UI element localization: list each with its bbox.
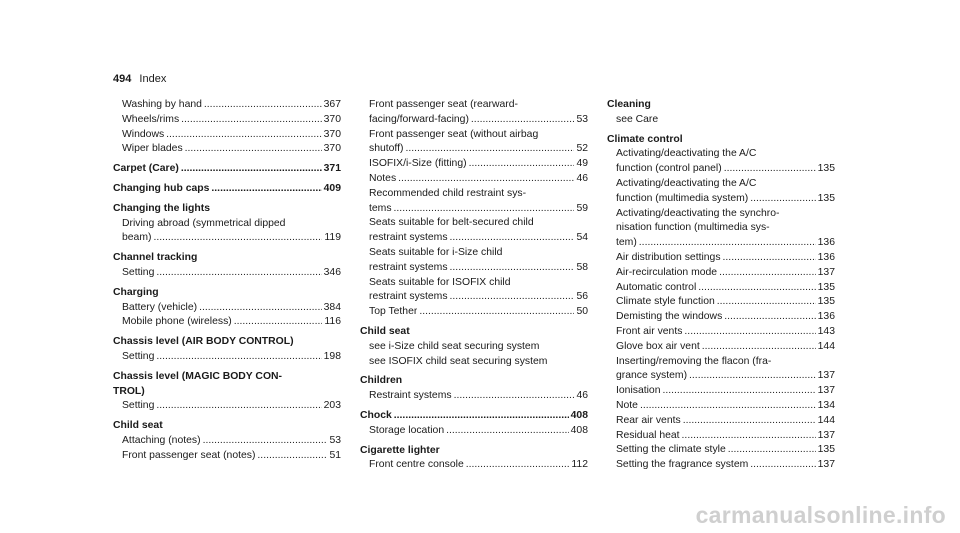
index-column-3 <box>607 98 835 473</box>
page-reference: 135 <box>817 296 835 308</box>
entry-text: Setting <box>122 350 155 362</box>
index-entry <box>360 458 588 473</box>
entry-text: restraint systems <box>369 232 448 244</box>
index-heading <box>113 202 341 217</box>
page-reference: 370 <box>323 143 341 155</box>
page-reference: 53 <box>329 434 341 446</box>
page-reference: 203 <box>323 400 341 412</box>
dot-leader <box>405 142 574 157</box>
entry-text: Child seat <box>113 420 163 432</box>
entry-text: tems <box>369 202 392 214</box>
entry-text: Ionisation <box>616 385 661 397</box>
dot-leader <box>454 389 575 404</box>
entry-text: Front passenger seat (rearward- <box>369 99 518 110</box>
dot-leader <box>684 325 815 340</box>
page-reference: 367 <box>323 99 341 110</box>
entry-text: Setting the fragrance system <box>616 459 749 471</box>
index-entry <box>113 266 341 281</box>
page-title: Index <box>139 73 167 85</box>
entry-text: Automatic control <box>616 281 697 293</box>
index-entry <box>360 424 588 439</box>
index-heading <box>113 182 341 197</box>
page-reference: 144 <box>817 414 835 426</box>
index-entry <box>113 315 341 330</box>
entry-text: Air-recirculation mode <box>616 266 718 278</box>
dot-leader <box>234 315 323 330</box>
entry-text: Setting <box>122 266 155 278</box>
dot-leader <box>156 266 321 281</box>
dot-leader <box>185 142 322 157</box>
page-reference: 59 <box>576 202 588 214</box>
entry-text: Chassis level (AIR BODY CONTROL) <box>113 336 294 348</box>
index-entry <box>607 251 835 266</box>
entry-text: Seats suitable for ISOFIX child <box>369 276 511 288</box>
index-entry <box>607 443 835 458</box>
dot-leader <box>724 310 815 325</box>
entry-text: Front centre console <box>369 459 464 471</box>
page-reference: 134 <box>817 399 835 411</box>
entry-text: Climate control <box>607 133 683 145</box>
entry-text: Charging <box>113 286 159 298</box>
page-reference: 408 <box>570 409 588 421</box>
dot-leader <box>750 192 815 207</box>
entry-text: Demisting the windows <box>616 311 723 323</box>
index-entry <box>607 207 835 222</box>
index-entry <box>607 355 835 370</box>
page-reference: 346 <box>323 266 341 278</box>
index-entry <box>607 162 835 177</box>
index-entry <box>360 113 588 128</box>
entry-text: Driving abroad (symmetrical dipped <box>122 217 286 229</box>
entry-text: see i-Size child seat securing system <box>369 340 540 352</box>
index-entry <box>607 340 835 355</box>
dot-leader <box>257 449 327 464</box>
dot-leader <box>639 236 816 251</box>
entry-text: Seats suitable for belt-secured child <box>369 217 534 229</box>
entry-text: restraint systems <box>369 261 448 273</box>
index-entry <box>360 157 588 172</box>
entry-text: shutoff) <box>369 143 404 155</box>
dot-leader <box>394 409 569 424</box>
dot-leader <box>156 350 321 365</box>
entry-text: Note <box>616 399 638 411</box>
index-heading <box>113 370 341 385</box>
page-reference: 370 <box>323 128 341 140</box>
index-entry <box>360 216 588 231</box>
page-reference: 371 <box>323 163 341 175</box>
page-reference: 137 <box>817 370 835 382</box>
dot-leader <box>166 128 322 143</box>
entry-text: facing/forward-facing) <box>369 113 469 125</box>
dot-leader <box>469 157 575 172</box>
index-entry <box>113 399 341 414</box>
page-reference: 112 <box>571 459 588 471</box>
page-reference: 119 <box>324 232 341 244</box>
page-reference: 137 <box>817 429 835 441</box>
dot-leader <box>466 458 570 473</box>
dot-leader <box>719 266 816 281</box>
index-entry <box>113 113 341 128</box>
index-entry <box>360 172 588 187</box>
entry-text: Changing the lights <box>113 202 210 214</box>
index-entry <box>113 434 341 449</box>
index-entry <box>607 310 835 325</box>
dot-leader <box>419 305 574 320</box>
dot-leader <box>717 295 816 310</box>
index-entry <box>607 384 835 399</box>
page-reference: 384 <box>323 301 341 313</box>
dot-leader <box>211 182 321 197</box>
entry-text: Child seat <box>360 325 410 337</box>
index-entry <box>360 340 588 355</box>
dot-leader <box>450 261 575 276</box>
index-entry <box>113 217 341 232</box>
page-reference: 198 <box>323 350 341 362</box>
entry-text: Battery (vehicle) <box>122 301 198 313</box>
index-entry <box>360 202 588 217</box>
page-reference: 136 <box>817 311 835 323</box>
dot-leader <box>203 434 328 449</box>
index-entry <box>113 231 341 246</box>
index-heading <box>360 374 588 389</box>
entry-text: Cleaning <box>607 99 651 110</box>
index-entry <box>607 414 835 429</box>
page-reference: 116 <box>324 316 341 328</box>
page-reference: 136 <box>817 237 835 249</box>
index-entry <box>360 389 588 404</box>
dot-leader <box>204 98 322 113</box>
entry-text: Washing by hand <box>122 99 202 110</box>
page-reference: 137 <box>817 459 835 471</box>
index-entry <box>607 147 835 162</box>
index-entry <box>607 192 835 207</box>
entry-text: Front passenger seat (notes) <box>122 449 256 461</box>
entry-text: TROL) <box>113 385 145 397</box>
page-reference: 49 <box>576 158 588 170</box>
index-entry <box>607 325 835 340</box>
entry-text: Cigarette lighter <box>360 444 440 456</box>
index-entry <box>607 295 835 310</box>
dot-leader <box>640 399 816 414</box>
index-entry <box>360 276 588 291</box>
dot-leader <box>724 162 816 177</box>
dot-leader <box>728 443 816 458</box>
index-column-2 <box>360 98 588 473</box>
dot-leader <box>682 429 816 444</box>
index-heading <box>113 335 341 350</box>
entry-text: Glove box air vent <box>616 340 700 352</box>
page-reference: 135 <box>817 444 835 456</box>
index-entry <box>607 429 835 444</box>
index-heading <box>607 98 835 113</box>
entry-text: see ISOFIX child seat securing system <box>369 355 548 367</box>
index-heading <box>360 325 588 340</box>
entry-text: function (multimedia system) <box>616 192 749 204</box>
index-column-1 <box>113 98 341 464</box>
entry-text: Air distribution settings <box>616 251 721 263</box>
page-reference: 135 <box>817 163 835 175</box>
page-reference: 58 <box>576 261 588 273</box>
dot-leader <box>698 281 815 296</box>
index-heading <box>607 133 835 148</box>
index-heading <box>360 444 588 459</box>
entry-text: Windows <box>122 128 165 140</box>
page-reference: 137 <box>817 266 835 278</box>
dot-leader <box>199 301 322 316</box>
entry-text: Activating/deactivating the A/C <box>616 148 757 160</box>
entry-text: Chassis level (MAGIC BODY CON- <box>113 370 282 382</box>
entry-text: Setting the climate style <box>616 444 726 456</box>
dot-leader <box>662 384 815 399</box>
page-reference: 54 <box>576 232 588 244</box>
index-entry <box>113 301 341 316</box>
page-reference: 136 <box>817 251 835 263</box>
index-entry <box>360 187 588 202</box>
dot-leader <box>450 231 575 246</box>
watermark-text: carmanualsonline.info <box>695 502 946 528</box>
dot-leader <box>702 340 816 355</box>
entry-text: Climate style function <box>616 296 715 308</box>
entry-text: tem) <box>616 237 637 249</box>
page-reference: 50 <box>576 306 588 318</box>
page-reference: 370 <box>323 113 341 125</box>
dot-leader <box>723 251 816 266</box>
entry-text: Front passenger seat (without airbag <box>369 128 539 140</box>
page-header <box>113 72 166 86</box>
entry-text: Rear air vents <box>616 414 681 426</box>
index-entry <box>607 236 835 251</box>
dot-leader <box>181 162 322 177</box>
dot-leader <box>689 369 816 384</box>
page-reference: 46 <box>576 172 588 184</box>
index-heading <box>113 251 341 266</box>
index-entry <box>360 246 588 261</box>
entry-text: see Care <box>616 113 659 125</box>
dot-leader <box>181 113 322 128</box>
dot-leader <box>683 414 816 429</box>
entry-text: Children <box>360 375 403 387</box>
entry-text: Changing hub caps <box>113 182 210 194</box>
index-entry <box>360 261 588 276</box>
entry-text: Attaching (notes) <box>122 434 201 446</box>
index-entry <box>113 142 341 157</box>
index-entry <box>360 231 588 246</box>
page-reference: 46 <box>576 390 588 402</box>
index-entry <box>360 128 588 143</box>
page-reference: 56 <box>576 291 588 303</box>
index-entry <box>607 369 835 384</box>
index-entry <box>607 399 835 414</box>
entry-text: Setting <box>122 400 155 412</box>
entry-text: Channel tracking <box>113 252 198 264</box>
entry-text: Residual heat <box>616 429 680 441</box>
page-reference: 135 <box>817 192 835 204</box>
entry-text: Activating/deactivating the synchro- <box>616 207 780 219</box>
entry-text: Storage location <box>369 424 445 436</box>
entry-text: ISOFIX/i-Size (fitting) <box>369 158 467 170</box>
index-heading <box>113 162 341 177</box>
dot-leader <box>394 202 575 217</box>
index-entry <box>607 221 835 236</box>
page-reference: 144 <box>817 340 835 352</box>
index-entry <box>607 113 835 128</box>
index-entry <box>607 458 835 473</box>
page-reference: 137 <box>817 385 835 397</box>
dot-leader <box>471 113 575 128</box>
page-reference: 143 <box>817 325 835 337</box>
dot-leader <box>153 231 322 246</box>
entry-text: Seats suitable for i-Size child <box>369 246 503 258</box>
page-reference: 52 <box>576 143 588 155</box>
index-entry <box>607 266 835 281</box>
page-reference: 51 <box>329 449 341 461</box>
index-entry <box>113 449 341 464</box>
index-entry <box>360 355 588 370</box>
entry-text: Recommended child restraint sys- <box>369 187 527 199</box>
index-heading <box>113 385 341 400</box>
page-reference: 408 <box>570 424 588 436</box>
entry-text: Restraint systems <box>369 390 452 402</box>
entry-text: Mobile phone (wireless) <box>122 316 232 328</box>
entry-text: Inserting/removing the flacon (fra- <box>616 355 772 367</box>
index-entry <box>607 177 835 192</box>
index-entry <box>360 142 588 157</box>
dot-leader <box>450 290 575 305</box>
entry-text: Top Tether <box>369 306 418 318</box>
entry-text: nisation function (multimedia sys- <box>616 222 770 234</box>
entry-text: function (control panel) <box>616 163 722 175</box>
entry-text: Front air vents <box>616 325 683 337</box>
page-reference: 409 <box>323 182 341 194</box>
index-entry <box>113 128 341 143</box>
index-entry <box>113 350 341 365</box>
index-heading <box>360 409 588 424</box>
dot-leader <box>398 172 574 187</box>
entry-text: Wiper blades <box>122 143 183 155</box>
page-reference: 53 <box>576 113 588 125</box>
entry-text: Wheels/rims <box>122 113 180 125</box>
entry-text: Carpet (Care) <box>113 163 179 175</box>
entry-text: beam) <box>122 232 152 244</box>
entry-text: Chock <box>360 409 392 421</box>
dot-leader <box>156 399 321 414</box>
index-heading <box>113 419 341 434</box>
entry-text: grance system) <box>616 370 688 382</box>
entry-text: Notes <box>369 172 397 184</box>
index-heading <box>113 286 341 301</box>
page-reference: 135 <box>817 281 835 293</box>
index-entry <box>360 290 588 305</box>
entry-text: restraint systems <box>369 291 448 303</box>
index-entry <box>360 98 588 113</box>
dot-leader <box>750 458 815 473</box>
index-entry <box>113 98 341 113</box>
page-number: 494 <box>113 73 132 85</box>
index-entry <box>607 281 835 296</box>
index-entry <box>360 305 588 320</box>
entry-text: Activating/deactivating the A/C <box>616 177 757 189</box>
dot-leader <box>446 424 569 439</box>
